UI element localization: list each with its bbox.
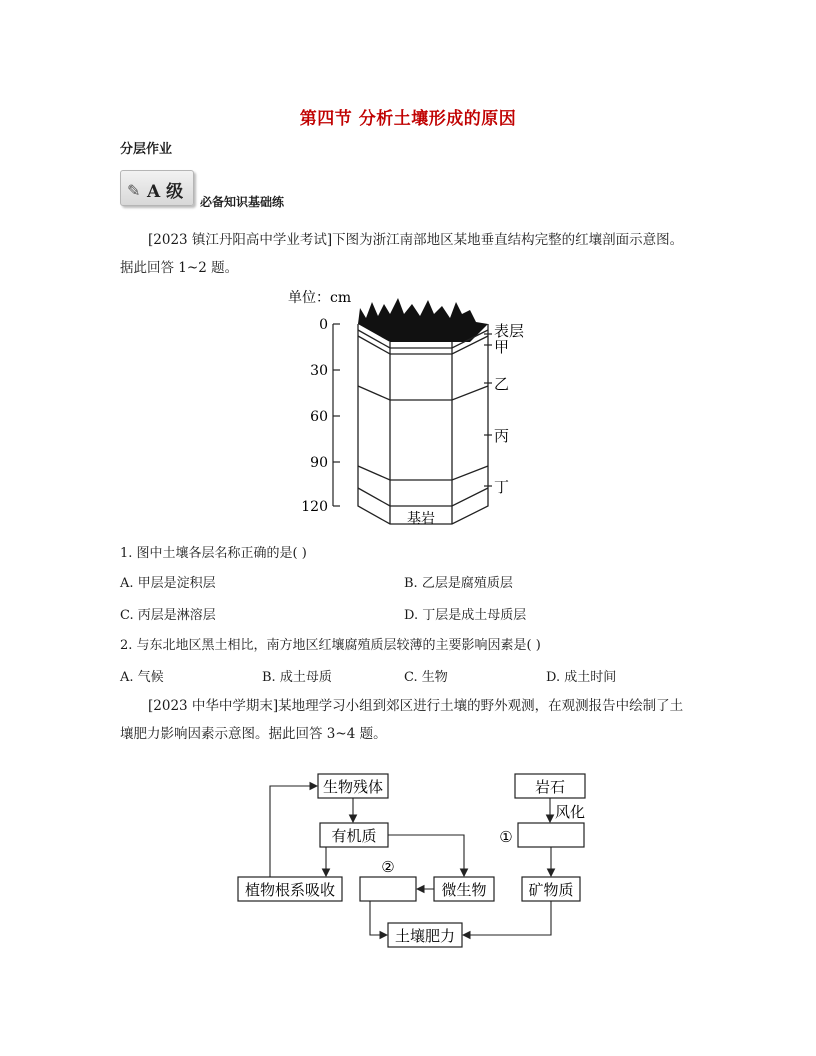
page-title: 第四节 分析土壤形成的原因 (299, 109, 517, 129)
layer-label-jia: 甲 (494, 338, 510, 356)
label-plant-roots: 植物根系吸收 (244, 881, 336, 899)
label-organic-matter: 有机质 (331, 827, 377, 845)
q2-option-d[interactable]: D. 成土时间 (546, 670, 617, 685)
layer-label-ding: 丁 (494, 478, 510, 496)
level-caption: 必备知识基础练 (200, 195, 285, 209)
bedrock-label: 基岩 (407, 511, 435, 527)
q2-option-c[interactable]: C. 生物 (404, 670, 448, 685)
passage-1-line-1: [2023 镇江丹阳高中学业考试]下图为浙江南部地区某地垂直结构完整的红壤剖面示意图。 (148, 232, 684, 248)
passage-1 (120, 226, 700, 282)
passage-2-line-2: 壤肥力影响因素示意图。据此回答 3~4 题。 (120, 726, 387, 742)
box-blank-2 (360, 877, 416, 901)
passage-2-line-1: [2023 中华中学期末]某地理学习小组到郊区进行土壤的野外观测，在观测报告中绘制了土 (148, 698, 684, 714)
label-rock: 岩石 (534, 778, 566, 796)
box-blank-1 (518, 823, 584, 847)
depth-tick-0: 0 (319, 317, 328, 333)
q1-option-c[interactable]: C. 丙层是淋溶层 (120, 608, 216, 623)
surface-vegetation (358, 298, 488, 342)
unit-label: 单位：cm (288, 290, 352, 306)
level-badge-text: A 级 (147, 182, 184, 202)
layer-label-yi: 乙 (494, 375, 510, 393)
q1-option-d[interactable]: D. 丁层是成土母质层 (404, 608, 527, 623)
soil-prism (358, 324, 488, 524)
depth-tick-90: 90 (310, 455, 328, 471)
layer-label-bing: 丙 (494, 427, 510, 445)
passage-1-line-2: 据此回答 1~2 题。 (120, 260, 239, 276)
depth-tick-60: 60 (310, 409, 328, 425)
q2-option-b[interactable]: B. 成土母质 (262, 670, 332, 685)
label-microorganisms: 微生物 (441, 881, 487, 899)
label-weathering: 风化 (554, 803, 586, 821)
section-label: 分层作业 (120, 142, 173, 157)
flow-arrows (270, 786, 551, 935)
label-marker-2: ② (381, 858, 395, 876)
q1-option-a[interactable]: A. 甲层是淀积层 (120, 576, 216, 591)
label-soil-fertility: 土壤肥力 (394, 927, 456, 945)
label-minerals: 矿物质 (528, 881, 574, 899)
layer-label-surface: 表层 (494, 322, 525, 340)
q2-option-a[interactable]: A. 气候 (120, 670, 164, 685)
question-1-stem: 1. 图中土壤各层名称正确的是( ) (120, 546, 307, 561)
pencil-icon: ✎ (127, 181, 141, 200)
level-badge (120, 170, 194, 206)
question-2-stem: 2. 与东北地区黑土相比，南方地区红壤腐殖质层较薄的主要影响因素是( ) (120, 638, 541, 653)
soil-fertility-diagram (230, 766, 600, 956)
depth-tick-30: 30 (310, 363, 328, 379)
label-marker-1: ① (499, 828, 513, 846)
q1-option-b[interactable]: B. 乙层是腐殖质层 (404, 576, 513, 591)
label-organism-remains: 生物残体 (322, 778, 384, 796)
depth-tick-120: 120 (301, 499, 328, 515)
soil-profile-figure (280, 284, 540, 532)
passage-2 (120, 692, 700, 748)
